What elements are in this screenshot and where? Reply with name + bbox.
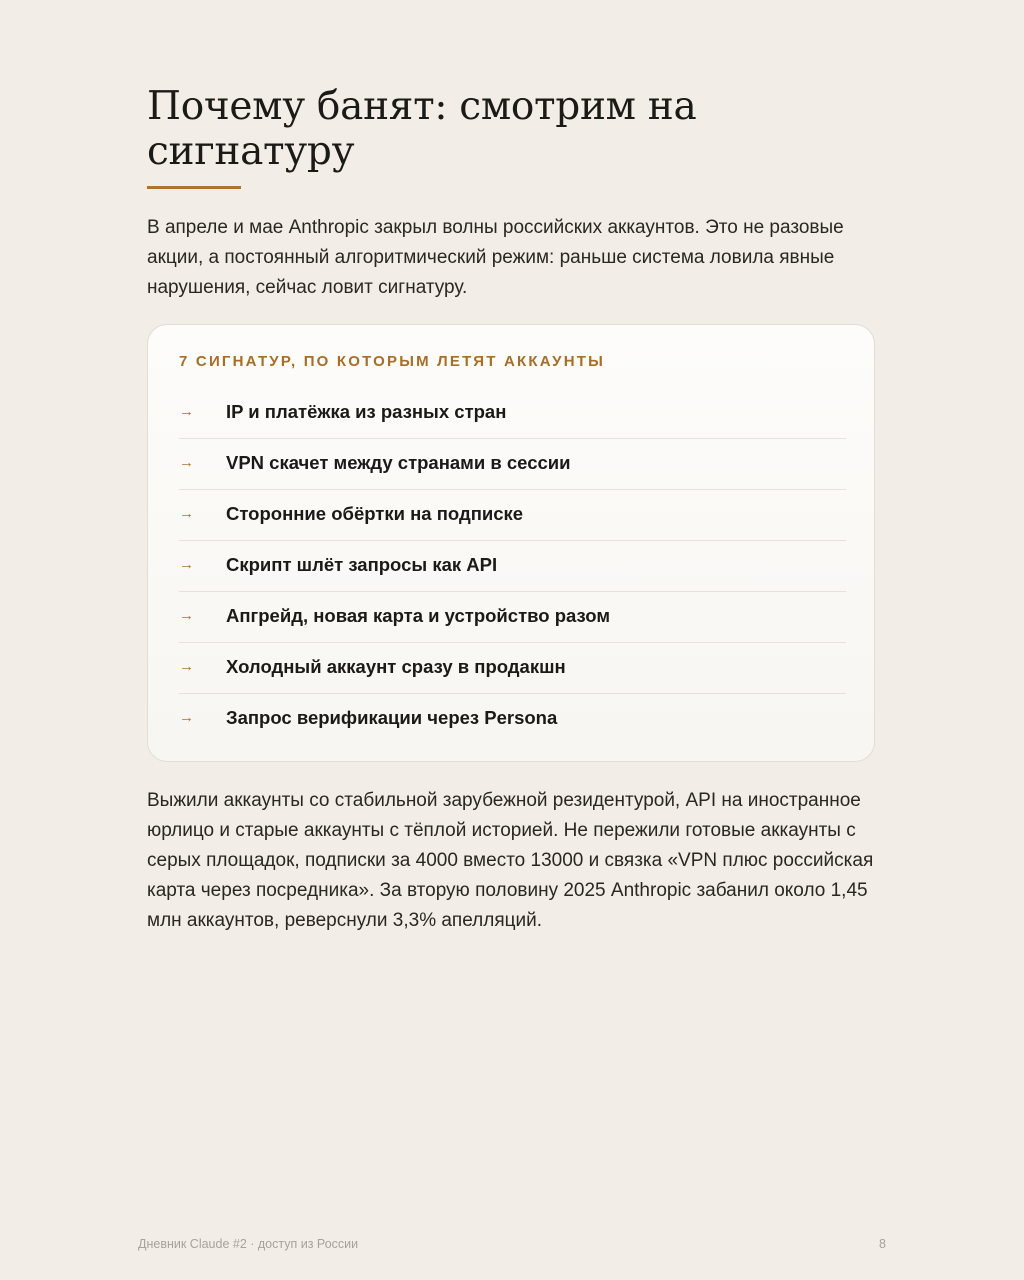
list-item-label: IP и платёжка из разных стран (226, 401, 507, 422)
page-number: 8 (879, 1237, 886, 1251)
body-paragraph: Выжили аккаунты со стабильной зарубежной резидентурой, API на иностранное юрлицо и старые аккаунты с тёплой историей. Не пережили готовые аккаунты с серых площадок, подписки за 4000 вместо 13000 и связка «VPN плюс российская карта через посредника». За вторую половину 2025 Anthropic забанил около 1,45 млн аккаунтов, реверснули 3,3% апелляций. (147, 790, 874, 931)
signatures-list (179, 388, 846, 744)
list-item-label: Апгрейд, новая карта и устройство разом (226, 605, 611, 626)
page-title: Почему банят: смотрим на сигнатуру (147, 84, 697, 174)
list-item-label: Скрипт шлёт запросы как API (226, 554, 498, 575)
arrow-right-icon: → (179, 454, 194, 471)
arrow-right-icon: → (179, 556, 194, 573)
arrow-right-icon: → (179, 658, 194, 675)
arrow-right-icon: → (179, 607, 194, 624)
list-item-label: Сторонние обёртки на подписке (226, 503, 524, 524)
arrow-right-icon: → (179, 709, 194, 726)
list-item (179, 439, 846, 490)
page-footer (138, 1237, 886, 1255)
signatures-card (147, 324, 875, 762)
list-item-label: Запрос верификации через Persona (226, 707, 558, 728)
arrow-right-icon: → (179, 403, 194, 420)
card-title: 7 СИГНАТУР, ПО КОТОРЫМ ЛЕТЯТ АККАУНТЫ (179, 353, 605, 370)
list-item (179, 541, 846, 592)
title-underline (147, 186, 241, 189)
arrow-right-icon: → (179, 505, 194, 522)
footer-label: Дневник Claude #2 · доступ из России (138, 1237, 359, 1251)
list-item (179, 490, 846, 541)
intro-paragraph: В апреле и мае Anthropic закрыл волны российских аккаунтов. Это не разовые акции, а постоянный алгоритмический режим: раньше система ловила явные нарушения, сейчас ловит сигнатуру. (147, 217, 844, 298)
list-item-label: VPN скачет между странами в сессии (226, 452, 571, 473)
list-item-label: Холодный аккаунт сразу в продакшн (226, 656, 566, 677)
list-item (179, 643, 846, 694)
list-item (179, 388, 846, 439)
list-item (179, 592, 846, 643)
list-item (179, 694, 846, 744)
